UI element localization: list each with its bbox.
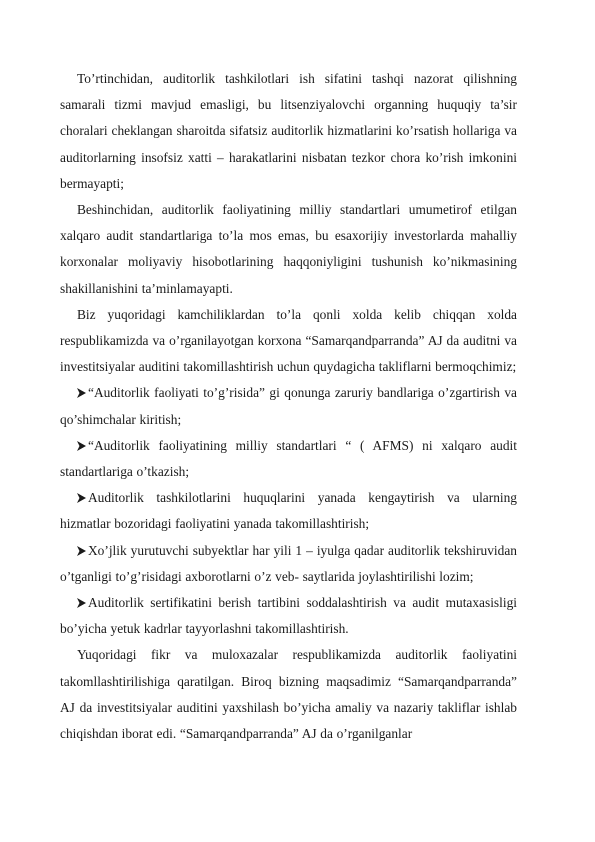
paragraph-conclusion: Yuqoridagi fikr va muloxazalar respublikamizda auditorlik faoliyatini takomllashtirilishiga qaratilgan. Biroq bizning maqsadimiz “Samarqandparranda” AJ da investitsiyalar auditini yaxshilash bo’yicha amaliy va nazariy takliflar ishlab chiqishdan iborat edi. “Samarqandparranda” AJ da o’rganilganlar: [60, 647, 517, 742]
bullet-text: Xo’jlik yurutuvchi subyektlar har yili 1 – iyulga qadar auditorlik tekshiruvidan o’tganligi to’g’risidagi axborotlarni o’z veb- saytlarida joylashtirilishi lozim;: [60, 542, 517, 584]
bullet-text: “Auditorlik faoliyati to’g’risida” gi qonunga zaruriy bandlariga o’zgartirish va qo’shimchalar kiritish;: [60, 385, 517, 427]
bullet-item-certification: [60, 590, 517, 642]
bullet-item-audit-rights: [60, 485, 517, 537]
arrowhead-bullet-icon: [77, 493, 86, 503]
arrowhead-bullet-icon: [77, 388, 86, 398]
bullet-item-law-amendments: [60, 380, 517, 432]
paragraph-proposals-intro: Biz yuqoridagi kamchiliklardan to’la qonli xolda kelib chiqqan xolda respublikamizda va o’rganilayotgan korxona “Samarqandparranda” AJ da auditni va investitsiyalar auditini takomillashtirish uchun quydagicha takliflarni bermoqchimiz;: [60, 306, 517, 375]
arrowhead-bullet-icon: [77, 441, 86, 451]
arrowhead-bullet-icon: [77, 546, 86, 556]
arrowhead-bullet-icon: [77, 598, 86, 608]
bullet-item-website-disclosure: [60, 538, 517, 590]
paragraph-fifthly: Beshinchidan, auditorlik faoliyatining milliy standartlari umumetirof etilgan xalqaro audit standartlariga to’la mos emas, bu esaxorijiy investorlarda mahalliy korxonalar moliyaviy hisobotlarining haqqoniyligini tushunish ko’nikmasining shakillanishini ta’minlamayapti.: [60, 202, 517, 296]
document-page: [60, 66, 517, 747]
bullet-text: Auditorlik tashkilotlarini huquqlarini yanada kengaytirish va ularning hizmatlar bozoridagi faoliyatini yanada takomillashtirish;: [60, 490, 517, 532]
bullet-item-afms-standards: [60, 433, 517, 485]
bullet-text: “Auditorlik faoliyatining milliy standartlari “ ( AFMS) ni xalqaro audit standartlariga o’tkazish;: [60, 437, 517, 480]
bullet-text: Auditorlik sertifikatini berish tartibini soddalashtirish va audit mutaxasisligi bo’yicha yetuk kadrlar tayyorlashni takomillashtirish.: [60, 595, 517, 637]
paragraph-fourthly: To’rtinchidan, auditorlik tashkilotlari ish sifatini tashqi nazorat qilishning samarali tizmi mavjud emasligi, bu litsenziyalovchi organning huquqiy ta’sir choralari cheklangan sharoitda sifatsiz auditorlik hizmatlarini ko’rsatish hollariga va auditorlarning insofsiz xatti – harakatlarini nisbatan tezkor chora ko’rish imkonini bermayapti;: [60, 71, 517, 191]
